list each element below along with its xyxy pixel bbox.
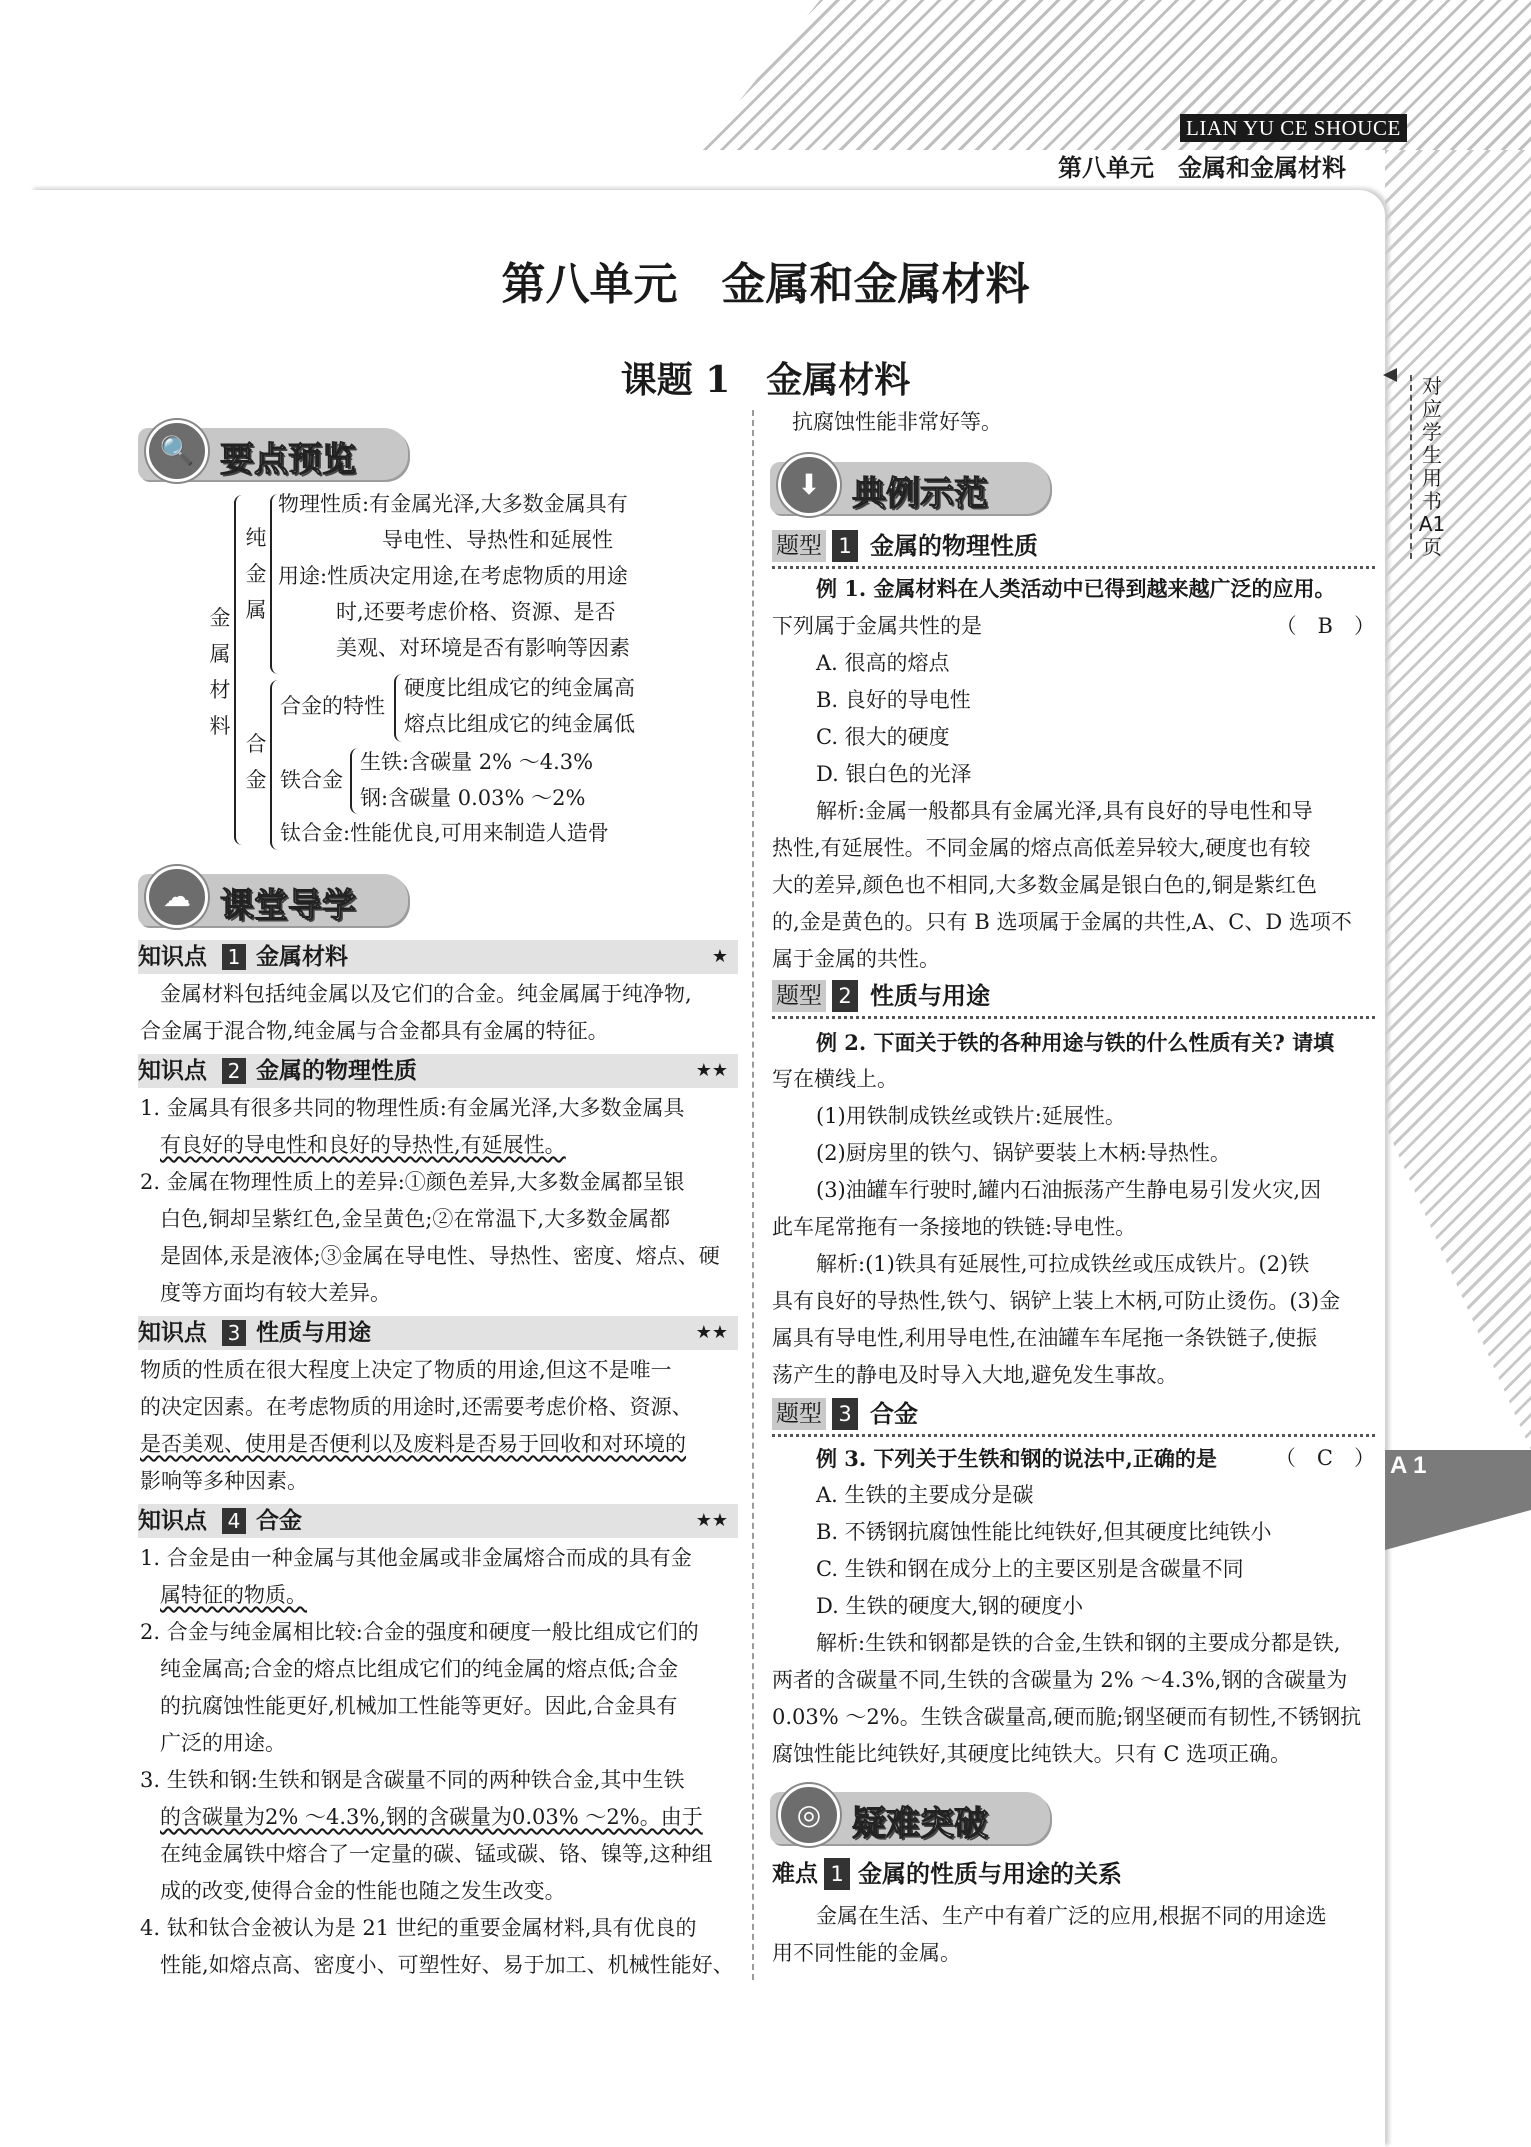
analysis-line: 的,金是黄色的。只有 B 选项属于金属的共性,A、C、D 选项不 (772, 910, 1352, 934)
text-line: 性能,如熔点高、密度小、可塑性好、易于加工、机械性能好、 (160, 1953, 734, 1977)
alloy-prop-label: 合金的特性 (280, 694, 385, 718)
type-bar-2 (772, 978, 1375, 1019)
star-icon: ★★ (695, 1510, 728, 1531)
banner-guide (138, 874, 408, 926)
text-line: 成的改变,使得合金的性能也随之发生改变。 (160, 1879, 566, 1903)
tree-line: 时,还要考虑价格、资源、是否 (336, 600, 616, 624)
text-line: 的决定因素。在考虑物质的用途时,还需要考虑价格、资源、 (140, 1395, 693, 1419)
knowledge-number: 4 (222, 1508, 246, 1534)
tree-pure-lines (278, 486, 718, 666)
example-2 (772, 1024, 1375, 1394)
column-divider (752, 410, 754, 1980)
signal-icon: ◎ (778, 1784, 840, 1846)
type-number: 1 (832, 530, 858, 562)
tree-char: 金 (245, 768, 267, 792)
example-3 (772, 1440, 1375, 1773)
star-icon: ★ (711, 946, 728, 967)
knowledge-2-text (140, 1090, 738, 1312)
type-number: 2 (832, 980, 858, 1012)
knowledge-4-text (140, 1540, 738, 1984)
knowledge-bar-2 (138, 1054, 738, 1088)
option-c: C. 生铁和钢在成分上的主要区别是含碳量不同 (816, 1557, 1244, 1581)
side-tab-char: 生 (1422, 443, 1442, 467)
text-line: 是否美观、使用是否便利以及废料是否易于回收和对环境的 (140, 1432, 686, 1456)
tree-char: 材 (209, 678, 231, 702)
type-title: 合金 (870, 1400, 918, 1428)
difficulty-text (772, 1898, 1375, 1972)
text-line: 物质的性质在很大程度上决定了物质的用途,但这不是唯一 (140, 1358, 672, 1382)
side-hatch-decoration (1385, 150, 1531, 1450)
banner-title: 疑难突破 (852, 1804, 988, 1844)
brand-label: LIAN YU CE SHOUCE (1180, 114, 1407, 142)
analysis-line: 大的差异,颜色也不相同,大多数金属是银白色的,铜是紫红色 (772, 873, 1318, 897)
analysis-line: 具有良好的导热性,铁勺、锅铲上装上木柄,可防止烫伤。(3)金 (772, 1289, 1341, 1313)
knowledge-label: 知识点 (138, 1320, 207, 1346)
example-item: 此车尾常拖有一条接地的铁链:导电性。 (772, 1215, 1137, 1239)
tree-line: 用途:性质决定用途,在考虑物质的用途 (278, 564, 628, 588)
tree-brace (394, 674, 404, 742)
side-tab-char: 学 (1422, 420, 1442, 444)
example-1 (772, 570, 1375, 978)
type-number: 3 (832, 1398, 858, 1430)
text-line: 纯金属高;合金的熔点比组成它们的纯金属的熔点低;合金 (160, 1657, 679, 1681)
text-line: 金属在生活、生产中有着广泛的应用,根据不同的用途选 (816, 1904, 1327, 1928)
knowledge-bar-4 (138, 1504, 738, 1538)
type-label: 题型 (772, 980, 826, 1012)
text-line: 1. 合金是由一种金属与其他金属或非金属熔合而成的具有金 (140, 1546, 692, 1570)
side-arrow-icon (1383, 368, 1397, 382)
type-bar-1 (772, 528, 1375, 569)
download-icon: ⬇ (778, 454, 840, 516)
side-tab-char: 应 (1422, 397, 1442, 421)
side-tab-reference (1410, 375, 1452, 559)
text-line: 影响等多种因素。 (140, 1469, 308, 1493)
tree-char: 料 (209, 714, 231, 738)
text-line: 金属材料包括纯金属以及它们的合金。纯金属属于纯净物, (160, 982, 692, 1006)
analysis-line: 属于金属的共性。 (772, 947, 940, 971)
analysis-line: 两者的含碳量不同,生铁的含碳量为 2% ～4.3%,钢的含碳量为 (772, 1668, 1348, 1692)
knowledge-bar-1 (138, 940, 738, 974)
knowledge-title: 金属材料 (256, 944, 348, 970)
titanium-line: 钛合金:性能优良,可用来制造人造骨 (280, 821, 609, 845)
banner-title: 要点预览 (220, 440, 356, 480)
iron-alloy-lines (360, 744, 700, 816)
option-d: D. 生铁的硬度大,钢的硬度小 (816, 1594, 1084, 1618)
text-line: 度等方面均有较大差异。 (160, 1281, 391, 1305)
knowledge-title: 合金 (256, 1508, 302, 1534)
analysis-line: 解析:金属一般都具有金属光泽,具有良好的导电性和导 (816, 799, 1313, 823)
option-c: C. 很大的硬度 (816, 725, 950, 749)
example-stem: 例 3. 下列关于生铁和钢的说法中,正确的是 (816, 1446, 1217, 1471)
type-label: 题型 (772, 530, 826, 562)
text-line: 在纯金属铁中熔合了一定量的碳、锰或碳、铬、镍等,这种组 (160, 1842, 713, 1866)
banner-examples (770, 462, 1050, 514)
text-line: 是固体,汞是液体;③金属在导电性、导热性、密度、熔点、硬 (160, 1244, 720, 1268)
analysis-line: 荡产生的静电及时导入大地,避免发生事故。 (772, 1363, 1178, 1387)
type-label: 题型 (772, 1398, 826, 1430)
banner-difficulty (770, 1792, 1050, 1844)
tree-char: 金 (245, 562, 267, 586)
text-line: 合金属于混合物,纯金属与合金都具有金属的特征。 (140, 1019, 609, 1043)
text-line: 的含碳量为2% ～4.3%,钢的含碳量为0.03% ～2%。由于 (160, 1805, 703, 1829)
text-line: 有良好的导电性和良好的导热性,有延展性。 (160, 1133, 566, 1157)
knowledge-label: 知识点 (138, 1508, 207, 1534)
tree-line: 物理性质:有金属光泽,大多数金属具有 (278, 492, 628, 516)
tree-line: 硬度比组成它的纯金属高 (404, 676, 635, 700)
analysis-line: 腐蚀性能比纯铁好,其硬度比纯铁大。只有 C 选项正确。 (772, 1742, 1292, 1766)
knowledge-label: 知识点 (138, 1058, 207, 1084)
tree-char: 纯 (245, 526, 267, 550)
text-line: 属特征的物质。 (160, 1583, 307, 1607)
alloy-prop-lines (404, 670, 724, 742)
star-icon: ★★ (695, 1060, 728, 1081)
banner-title: 课堂导学 (220, 886, 356, 926)
type-title: 金属的物理性质 (870, 532, 1038, 560)
text-line: 2. 合金与纯金属相比较:合金的强度和硬度一般比组成它们的 (140, 1620, 699, 1644)
side-tab-char: 页 (1422, 535, 1442, 559)
example-stem: 例 1. 金属材料在人类活动中已得到越来越广泛的应用。 (816, 576, 1336, 601)
knowledge-title: 性质与用途 (256, 1320, 371, 1346)
unit-title: 第八单元 金属和金属材料 (501, 259, 1030, 310)
option-b: B. 不锈钢抗腐蚀性能比纯铁好,但其硬度比纯铁小 (816, 1520, 1272, 1544)
iron-alloy-label: 铁合金 (280, 768, 343, 792)
type-bar-3 (772, 1396, 1375, 1437)
tree-char: 金 (209, 606, 231, 630)
tree-line: 钢:含碳量 0.03% ～2% (360, 786, 586, 810)
text-line: 的抗腐蚀性能更好,机械加工性能等更好。因此,合金具有 (160, 1694, 678, 1718)
text-line: 4. 钛和钛合金被认为是 21 世纪的重要金属材料,具有优良的 (140, 1916, 697, 1940)
knowledge-title: 金属的物理性质 (256, 1058, 417, 1084)
answer-box: （ C ） (1274, 1446, 1375, 1470)
knowledge-bar-3 (138, 1316, 738, 1350)
knowledge-1-text (140, 976, 738, 1050)
cloud-icon: ☁ (146, 866, 208, 928)
text-line: 白色,铜却呈紫红色,金呈黄色;②在常温下,大多数金属都 (160, 1207, 671, 1231)
example-stem: 下列属于金属共性的是 (772, 614, 982, 638)
example-stem: 写在横线上。 (772, 1067, 898, 1091)
analysis-line: 解析:(1)铁具有延展性,可拉成铁丝或压成铁片。(2)铁 (816, 1252, 1310, 1276)
example-item: (2)厨房里的铁勺、锅铲要装上木柄:导热性。 (816, 1141, 1231, 1165)
magnifier-icon: 🔍 (146, 420, 208, 482)
knowledge-number: 2 (222, 1058, 246, 1084)
knowledge-3-text (140, 1352, 738, 1500)
analysis-line: 属具有导电性,利用导电性,在油罐车车尾拖一条铁链子,使振 (772, 1326, 1318, 1350)
tree-char: 合 (245, 732, 267, 756)
analysis-line: 解析:生铁和钢都是铁的合金,生铁和钢的主要成分都是铁, (816, 1631, 1341, 1655)
text-line: 3. 生铁和钢:生铁和钢是含碳量不同的两种铁合金,其中生铁 (140, 1768, 685, 1792)
tree-line: 熔点比组成它的纯金属低 (404, 712, 635, 736)
running-header: 第八单元 金属和金属材料 (1058, 154, 1346, 182)
tree-char: 属 (209, 642, 231, 666)
type-title: 性质与用途 (870, 982, 990, 1010)
example-item: (1)用铁制成铁丝或铁片:延展性。 (816, 1104, 1126, 1128)
banner-title: 典例示范 (852, 474, 988, 514)
tree-line: 生铁:含碳量 2% ～4.3% (360, 750, 594, 774)
page-tab-label: A 1 (1390, 1452, 1427, 1479)
example-item: (3)油罐车行驶时,罐内石油振荡产生静电易引发火灾,因 (816, 1178, 1322, 1202)
side-tab-char: 用 (1422, 466, 1442, 490)
difficulty-label: 难点 (772, 1861, 818, 1887)
difficulty-bar-1 (772, 1856, 1375, 1894)
text-line: 2. 金属在物理性质上的差异:①颜色差异,大多数金属都呈银 (140, 1170, 685, 1194)
analysis-line: 0.03% ～2%。生铁含碳量高,硬而脆;钢坚硬而有韧性,不锈钢抗 (772, 1705, 1362, 1729)
banner-overview (138, 428, 408, 480)
option-d: D. 银白色的光泽 (816, 762, 972, 786)
text-line: 用不同性能的金属。 (772, 1941, 961, 1965)
lesson-title: 课题 1 金属材料 (620, 359, 911, 401)
text-line: 1. 金属具有很多共同的物理性质:有金属光泽,大多数金属具 (140, 1096, 685, 1120)
text-line: 广泛的用途。 (160, 1731, 286, 1755)
example-stem: 例 2. 下面关于铁的各种用途与铁的什么性质有关? 请填 (816, 1030, 1335, 1055)
tree-pure (244, 520, 268, 628)
tree-alloy (244, 726, 268, 798)
right-continuation: 抗腐蚀性能非常好等。 (792, 410, 1002, 434)
option-a: A. 很高的熔点 (816, 651, 950, 675)
difficulty-title: 金属的性质与用途的关系 (858, 1860, 1122, 1888)
tree-root (208, 600, 232, 744)
answer-box: （ B ） (1275, 614, 1375, 638)
tree-line: 导电性、导热性和延展性 (382, 528, 613, 552)
side-tab-char: 书 (1422, 489, 1442, 513)
knowledge-number: 3 (222, 1320, 246, 1346)
side-tab-char: 对 (1422, 374, 1442, 398)
knowledge-number: 1 (222, 944, 246, 970)
tree-line: 美观、对环境是否有影响等因素 (336, 636, 630, 660)
option-b: B. 良好的导电性 (816, 688, 971, 712)
option-a: A. 生铁的主要成分是碳 (816, 1483, 1034, 1507)
side-tab-char: A1 (1418, 512, 1446, 536)
knowledge-label: 知识点 (138, 944, 207, 970)
analysis-line: 热性,有延展性。不同金属的熔点高低差异较大,硬度也有较 (772, 836, 1311, 860)
difficulty-number: 1 (824, 1858, 850, 1890)
tree-brace (350, 748, 360, 814)
star-icon: ★★ (695, 1322, 728, 1343)
tree-char: 属 (245, 598, 267, 622)
